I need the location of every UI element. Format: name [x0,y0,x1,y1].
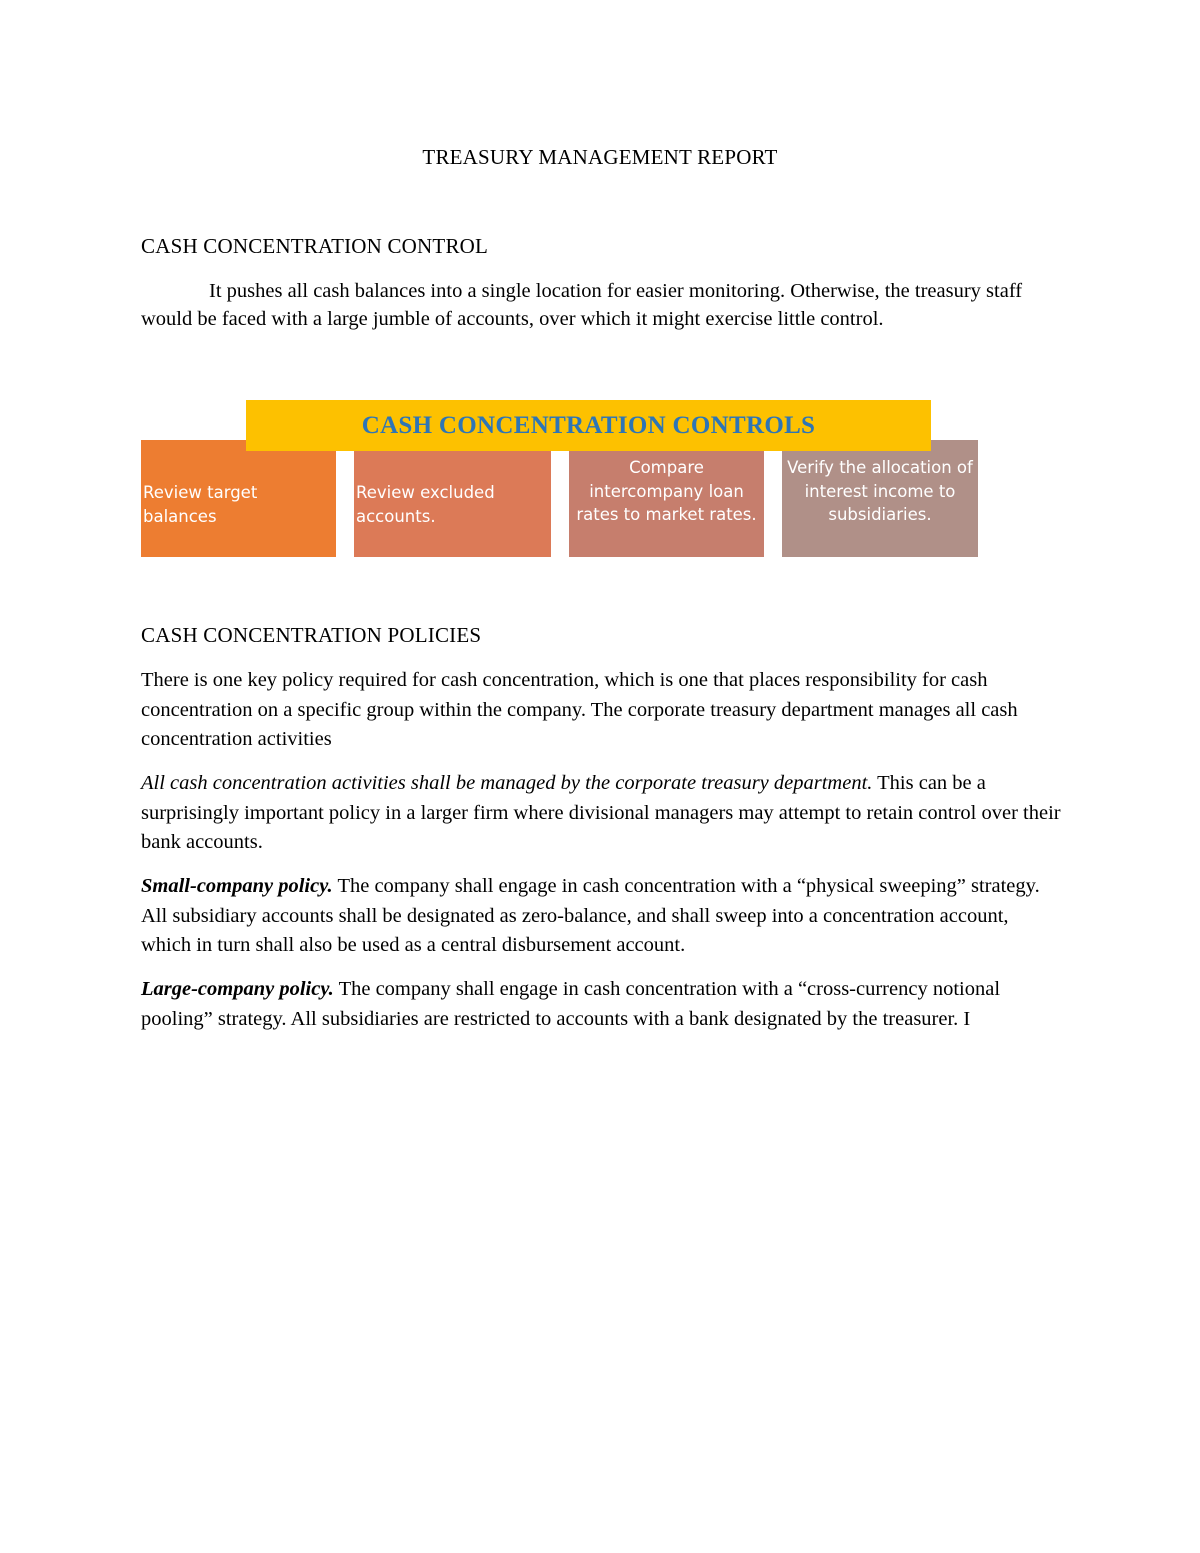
control-section-heading: CASH CONCENTRATION CONTROL [141,234,489,258]
policy-paragraph-small-company [141,872,1061,961]
policy-text: The company shall engage in cash concentration with a “cross-currency notional pooling” strategy. All subsidiaries are restricted to accounts with a bank designated by the treasurer. I [141,978,1001,1030]
policy-lead: Large-company policy. [141,978,334,1000]
policy-text: The company shall engage in cash concentration with a “physical sweeping” strategy. All subsidiary accounts shall be designated as zero-balance, and shall sweep into a concentration account, which in turn shall also be used as a central disbursement account. [141,875,1040,956]
report-title: TREASURY MANAGEMENT REPORT [422,145,778,169]
policies-intro-paragraph: There is one key policy required for cash concentration, which is one that places responsibility for cash concentration on a specific group within the company. The corporate treasury department manages all cash concentration activities [141,669,1018,750]
control-box-label: Review excluded accounts. [356,483,495,526]
policy-text: This can be a surprisingly important policy in a larger firm where divisional managers may attempt to retain control over their bank accounts. [141,772,1061,853]
policy-paragraph-large-company [141,975,1061,1034]
control-box-label: Verify the allocation of interest income to subsidiaries. [787,458,973,524]
control-box-review-target-balances [141,440,336,557]
diagram-header [246,400,931,451]
policies-section-heading: CASH CONCENTRATION POLICIES [141,623,482,647]
diagram-header-label: CASH CONCENTRATION CONTROLS [361,411,816,439]
control-box-label: Review target balances [143,483,258,526]
cash-concentration-controls-diagram [141,400,979,558]
control-section-text: It pushes all cash balances into a single location for easier monitoring. Otherwise, the treasury staff would be faced with a large jumble of accounts, over which it might exercise little control. [141,280,1023,330]
control-box-review-excluded-accounts [354,440,551,557]
control-box-compare-intercompany-loan-rates [569,440,764,557]
policy-paragraph-treasury-department [141,769,1061,858]
control-box-label: Compare intercompany loan rates to market rates. [576,458,757,524]
control-section-paragraph [141,278,1061,333]
control-box-verify-interest-allocation [782,440,978,557]
policy-lead: Small-company policy. [141,875,333,897]
policy-lead: All cash concentration activities shall be managed by the corporate treasury department. [141,772,873,794]
